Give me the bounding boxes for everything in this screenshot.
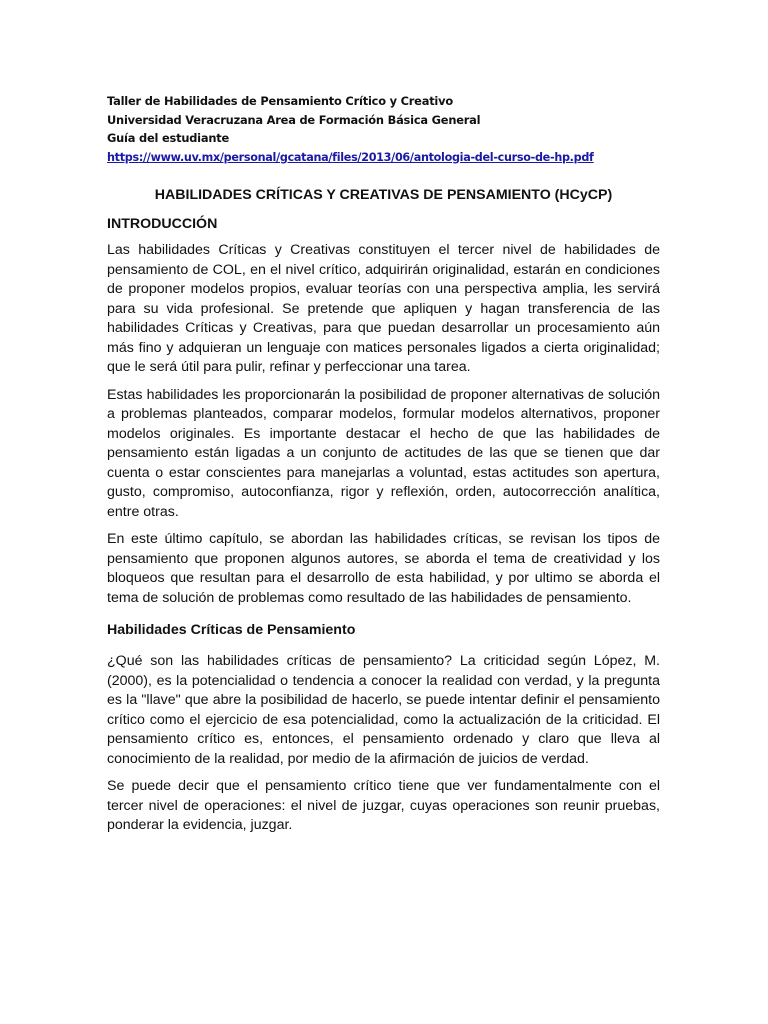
paragraph: Se puede decir que el pensamiento crítico tiene que ver fundamentalmente con el tercer nivel de operaciones: el nivel de juzgar, cuyas operaciones son reunir pruebas, ponderar la evidencia, juzgar. [107, 778, 660, 833]
guide-label: Guía del estudiante [107, 131, 230, 145]
paragraph: Estas habilidades les proporcionarán la posibilidad de proponer alternativas de solución a problemas planteados, comparar modelos, formular modelos alternativos, proponer modelos originales. Es importante destacar el hecho de que las habilidades de pensamiento están ligadas a un conjunto de actitudes de las que se tienen que dar cuenta o estar conscientes para manejarlas a voluntad, estas actitudes son apertura, gusto, compromiso, autoconfianza, rigor y reflexión, orden, autocorrección analítica, entre otras. [107, 386, 660, 520]
section-heading-introduccion: INTRODUCCIÓN [107, 216, 218, 232]
section-heading-habilidades-criticas: Habilidades Críticas de Pensamiento [107, 622, 356, 638]
paragraph: En este último capítulo, se abordan las habilidades críticas, se revisan los tipos de pensamiento que proponen algunos autores, se aborda el tema de creatividad y los bloqueos que resultan para el desarrollo de esta habilidad, y por ultimo se aborda el tema de solución de problemas como resultado de las habilidades de pensamiento. [107, 531, 660, 606]
document-title: HABILIDADES CRÍTICAS Y CREATIVAS DE PENSAMIENTO (HCyCP) [154, 187, 613, 203]
course-title: Taller de Habilidades de Pensamiento Crítico y Creativo [107, 94, 453, 108]
document-header [107, 92, 660, 167]
document-body [107, 92, 660, 836]
paragraph: Las habilidades Críticas y Creativas constituyen el tercer nivel de habilidades de pensamiento de COL, en el nivel crítico, adquirirán originalidad, estarán en condiciones de proponer modelos propios, evaluar teorías con una perspectiva amplia, les servirá para su vida profesional. Se pretende que apliquen y hagan transferencia de las habilidades Críticas y Creativas, para que puedan desarrollar un procesamiento aún más fino y adquieran un lenguaje con matices personales ligados a cierta originalidad; que le será útil para pulir, refinar y perfeccionar una tarea. [107, 242, 660, 375]
source-link[interactable]: https://www.uv.mx/personal/gcatana/files/2013/06/antologia-del-curso-de-hp.pdf [107, 150, 594, 164]
paragraph: ¿Qué son las habilidades críticas de pensamiento? La criticidad según López, M. (2000), es la potencialidad o tendencia a conocer la realidad con verdad, y la pregunta es la "llave" que abre la posibilidad de hacerlo, se puede intentar definir el pensamiento crítico como el ejercicio de esa potencialidad, como la actualización de la criticidad. El pensamiento crítico es, entonces, el pensamiento ordenado y claro que lleva al conocimiento de la realidad, por medio de la afirmación de juicios de verdad. [107, 653, 660, 767]
university-name: Universidad Veracruzana Area de Formación Básica General [107, 112, 481, 127]
